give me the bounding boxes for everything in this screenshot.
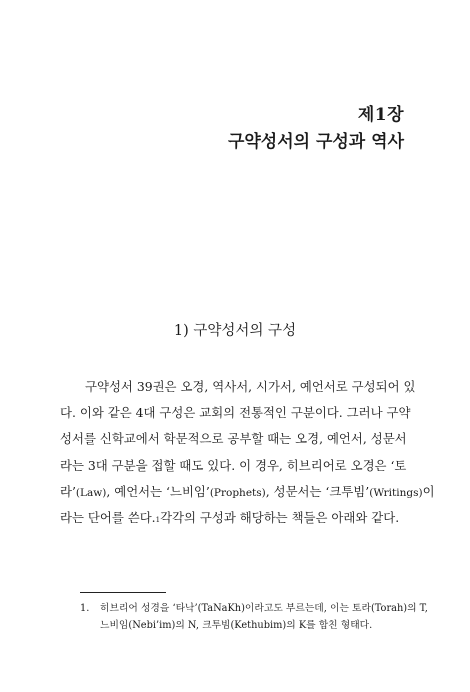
term-ketuvim: , 성문서는 ‘크투빔’ (265, 483, 370, 499)
body-text-segment: 이 (422, 483, 435, 499)
term-tora: 라’ (60, 483, 76, 499)
body-paragraph (60, 374, 435, 531)
term-law: (Law) (75, 486, 107, 499)
footnote (80, 600, 428, 634)
chapter-title: 구약성서의 구성과 역사 (227, 132, 404, 152)
term-prophets: (Prophets) (209, 486, 266, 499)
body-text-segment: 각각의 구성과 해당하는 책들은 아래와 같다. (160, 509, 400, 525)
body-line (60, 400, 410, 426)
body-line (60, 374, 416, 400)
chapter-number: 제1장 (357, 105, 404, 125)
body-line (60, 426, 410, 452)
footnote-text: 히브리어 성경을 ‘타낙’(TaNaKh)이라고도 부르는데, 이는 토라(Torah)의 T, (100, 603, 428, 614)
body-text-segment: 라는 단어를 쓴다. (60, 509, 156, 525)
footnote-text: 느비임(Nebi’im)의 N, 크투빔(Kethubim)의 K를 합친 형태다. (100, 620, 373, 631)
term-writings: (Writings) (369, 486, 423, 499)
footnote-divider (80, 592, 166, 593)
term-nevi-im: , 예언서는 ‘느비임’ (106, 483, 210, 499)
body-text-segment: 다. 이와 같은 4대 구성은 교회의 전통적인 구분이다. 그러나 구약 (60, 405, 411, 421)
body-line (60, 453, 410, 479)
body-text-segment: 구약성서 39권은 오경, 역사서, 시가서, 예언서로 구성되어 있 (85, 379, 416, 394)
body-text-segment: 라는 3대 구분을 접할 때도 있다. 이 경우, 히브리어로 오경은 ‘토 (60, 457, 407, 473)
footnote-number: 1. (80, 603, 90, 614)
body-text-segment (60, 479, 435, 506)
section-heading: 1) 구약성서의 구성 (173, 323, 297, 339)
body-line: 라는 단어를 쓴다. 1 각각의 구성과 해당하는 책들은 아래와 같다. (60, 505, 410, 531)
body-text-segment: 성서를 신학교에서 학문적으로 공부할 때는 오경, 예언서, 성문서 (60, 431, 407, 447)
body-line (60, 479, 435, 505)
footnote-row (80, 600, 428, 617)
